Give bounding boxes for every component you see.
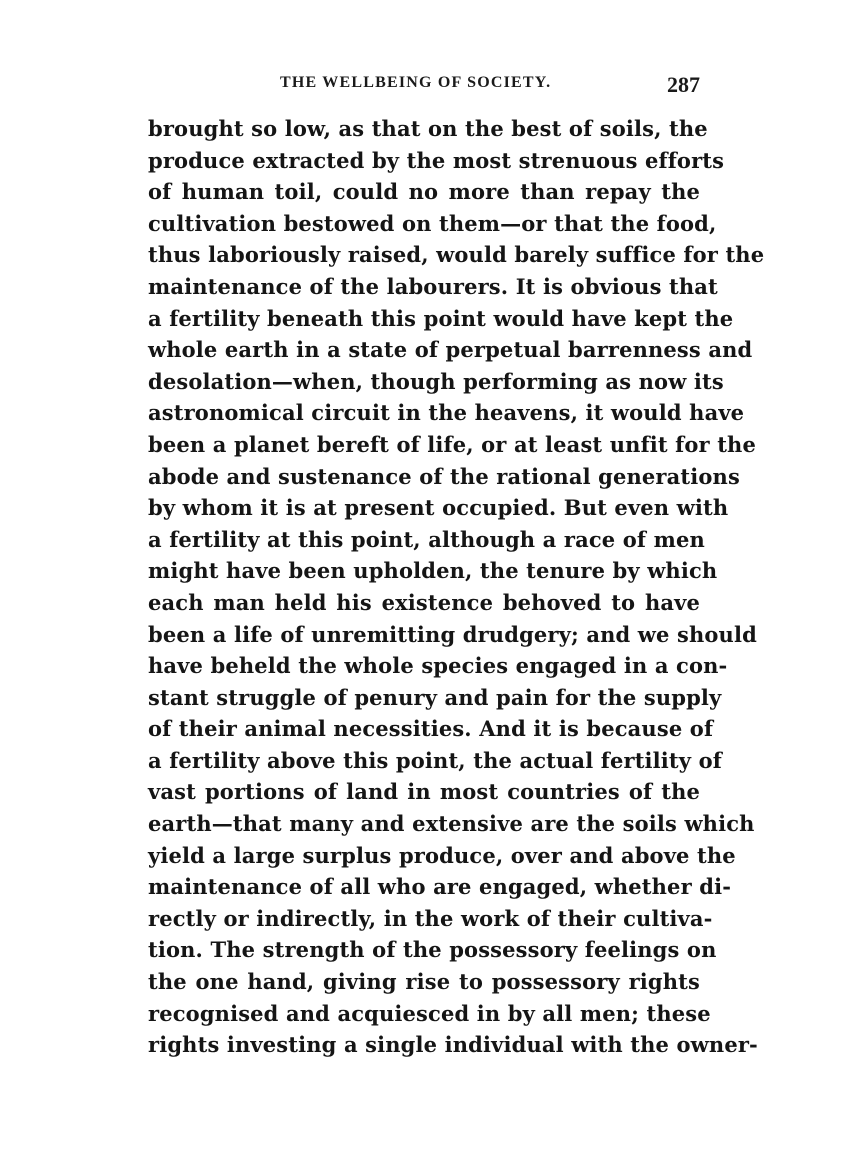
text-line: recognised and acquiesced in by all men; these [148,1000,711,1026]
text-line: might have been upholden, the tenure by which [148,558,718,584]
text-line: of human toil, could no more than repay the [148,179,700,205]
text-line: the one hand, giving rise to possessory rights [148,969,700,995]
text-line: a fertility above this point, the actual fertility of [148,747,722,773]
text-line: thus laboriously raised, would barely suffice for the [148,242,765,268]
text-line: a fertility at this point, although a race of men [148,526,705,552]
text-line: by whom it is at present occupied. But even with [148,495,729,521]
text-line: of their animal necessities. And it is because of [148,716,714,742]
text-line: desolation—when, though performing as now its [148,368,724,394]
text-line: brought so low, as that on the best of soils, the [148,116,708,141]
text-line: been a life of unremitting drudgery; and we should [148,621,757,647]
text-line: rights investing a single individual with the owner- [148,1032,758,1058]
body-text [148,113,765,1061]
text-line: a fertility beneath this point would have kept the [148,305,734,331]
running-title: THE WELLBEING OF SOCIETY. [280,74,552,91]
text-line: each man held his existence behoved to have [148,589,700,615]
running-head [150,74,710,100]
text-line: tion. The strength of the possessory feelings on [148,937,717,963]
text-line: vast portions of land in most countries of the [148,779,700,805]
text-line: rectly or indirectly, in the work of their cultiva- [148,905,713,931]
text-line: maintenance of the labourers. It is obvious that [148,273,718,299]
text-line: whole earth in a state of perpetual barrenness and [148,337,753,363]
text-line: stant struggle of penury and pain for the supply [148,684,722,710]
text-line: abode and sustenance of the rational generations [148,463,740,489]
text-line: maintenance of all who are engaged, whether di- [148,874,732,900]
text-line: astronomical circuit in the heavens, it would have [148,400,745,426]
text-line: cultivation bestowed on them—or that the food, [148,210,717,236]
text-line: been a planet bereft of life, or at least unfit for the [148,431,756,457]
text-line: produce extracted by the most strenuous efforts [148,147,725,173]
text-line: earth—that many and extensive are the soils which [148,811,755,837]
text-line: have beheld the whole species engaged in a con- [148,653,728,679]
text-line: yield a large surplus produce, over and above the [148,842,736,868]
page-number: 287 [667,72,700,97]
